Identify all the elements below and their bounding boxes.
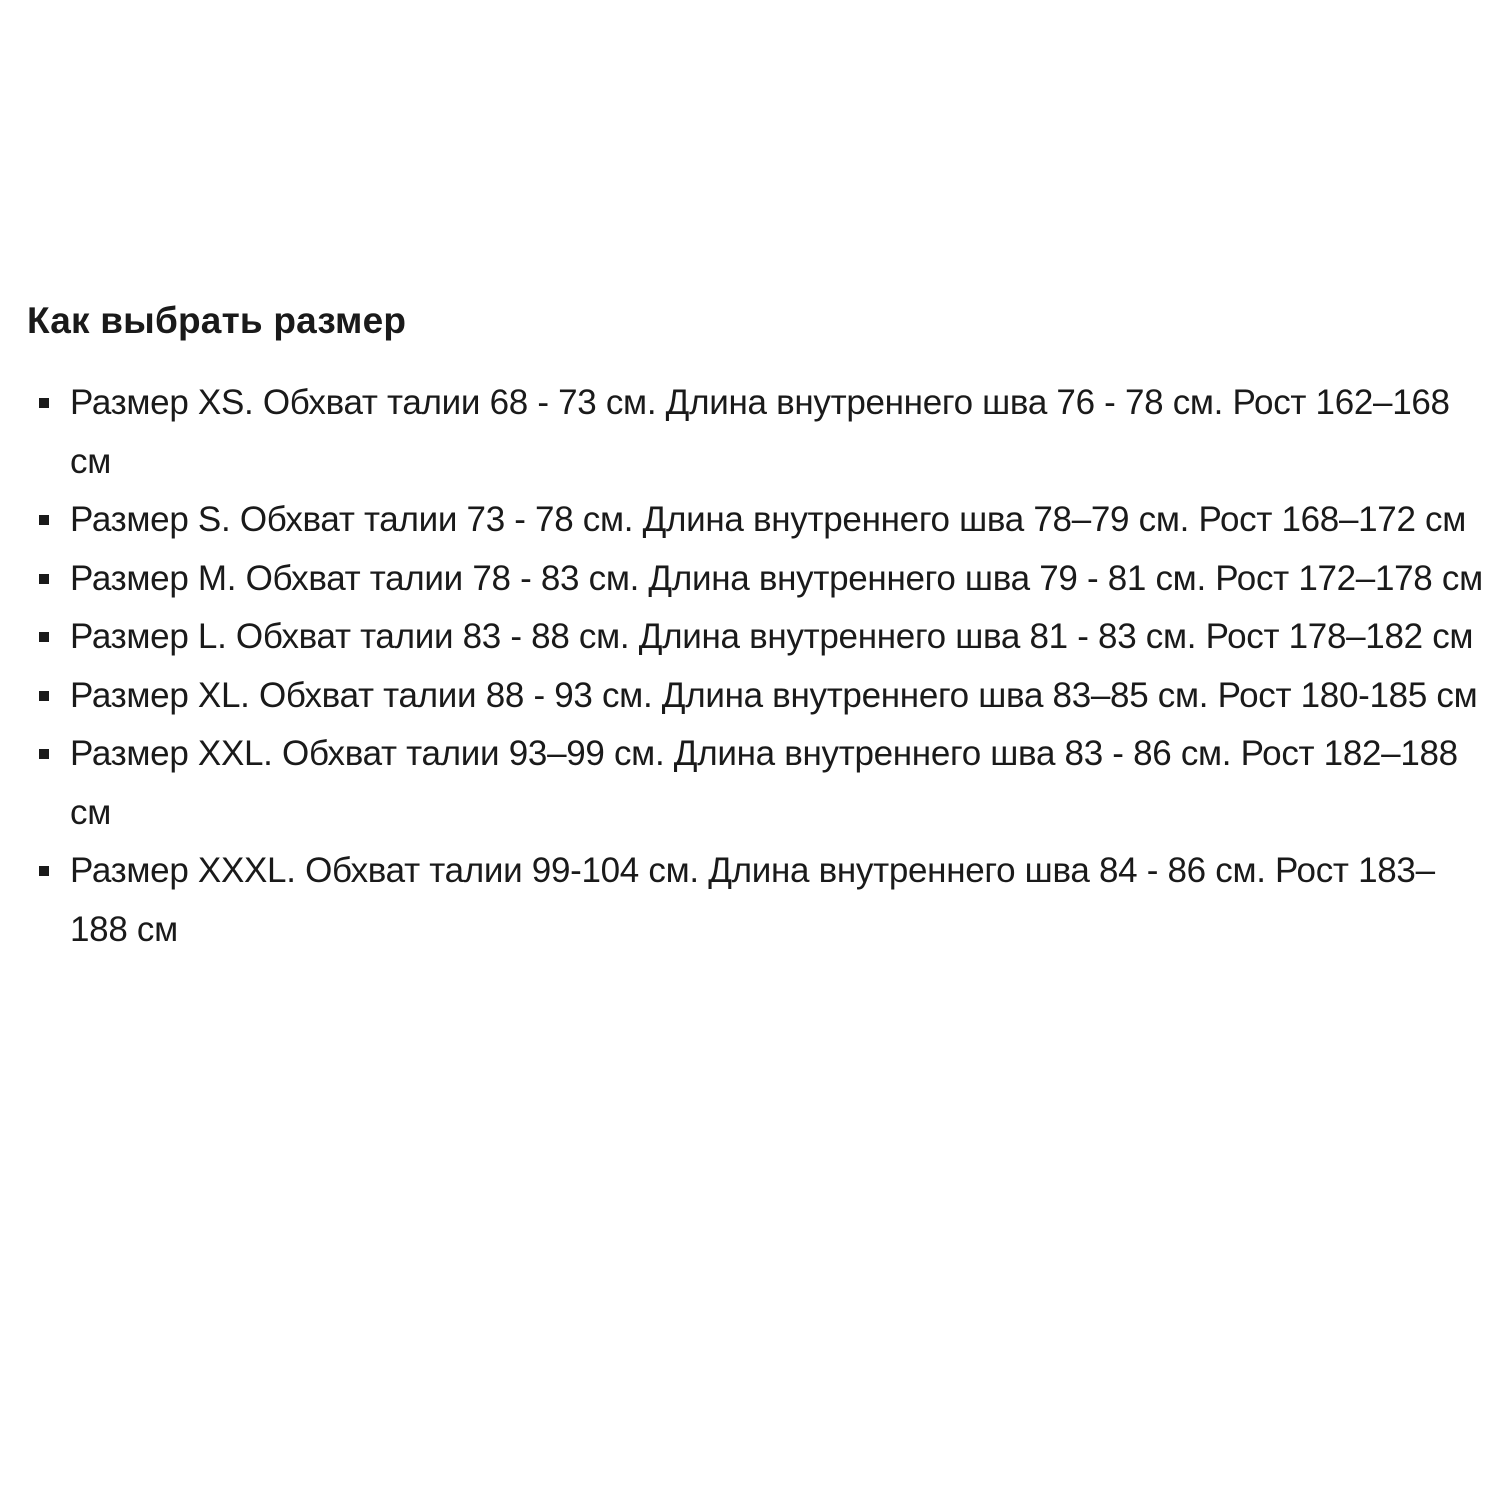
bullet-icon bbox=[39, 515, 49, 525]
bullet-icon bbox=[39, 398, 49, 408]
size-item-text: Размер XXXL. Обхват талии 99-104 см. Длина внутреннего шва 84 - 86 см. Рост 183–188 см bbox=[70, 851, 1435, 949]
bullet-icon bbox=[39, 749, 49, 759]
bullet-icon bbox=[39, 866, 49, 876]
size-item-xxl bbox=[27, 725, 1487, 842]
size-item-s bbox=[27, 491, 1487, 550]
size-item-text: Размер S. Обхват талии 73 - 78 см. Длина внутреннего шва 78–79 см. Рост 168–172 см bbox=[70, 500, 1467, 539]
size-list bbox=[27, 374, 1487, 959]
size-item-text: Размер XS. Обхват талии 68 - 73 см. Длина внутреннего шва 76 - 78 см. Рост 162–168 см bbox=[70, 383, 1450, 481]
size-item-text: Размер L. Обхват талии 83 - 88 см. Длина внутреннего шва 81 - 83 см. Рост 178–182 см bbox=[70, 617, 1474, 656]
bullet-icon bbox=[39, 632, 49, 642]
bullet-icon bbox=[39, 574, 49, 584]
page-title: Как выбрать размер bbox=[27, 300, 407, 341]
size-item-xs bbox=[27, 374, 1487, 491]
size-item-xl bbox=[27, 667, 1487, 726]
bullet-icon bbox=[39, 691, 49, 701]
size-guide bbox=[27, 296, 1487, 959]
size-item-xxxl bbox=[27, 842, 1487, 959]
size-item-text: Размер XXL. Обхват талии 93–99 см. Длина внутреннего шва 83 - 86 см. Рост 182–188 см bbox=[70, 734, 1458, 832]
size-item-text: Размер M. Обхват талии 78 - 83 см. Длина внутреннего шва 79 - 81 см. Рост 172–178 см bbox=[70, 558, 1483, 598]
size-item-text: Размер XL. Обхват талии 88 - 93 см. Длина внутреннего шва 83–85 см. Рост 180-185 см bbox=[70, 675, 1478, 715]
size-item-l bbox=[27, 608, 1487, 667]
size-item-m bbox=[27, 550, 1487, 609]
